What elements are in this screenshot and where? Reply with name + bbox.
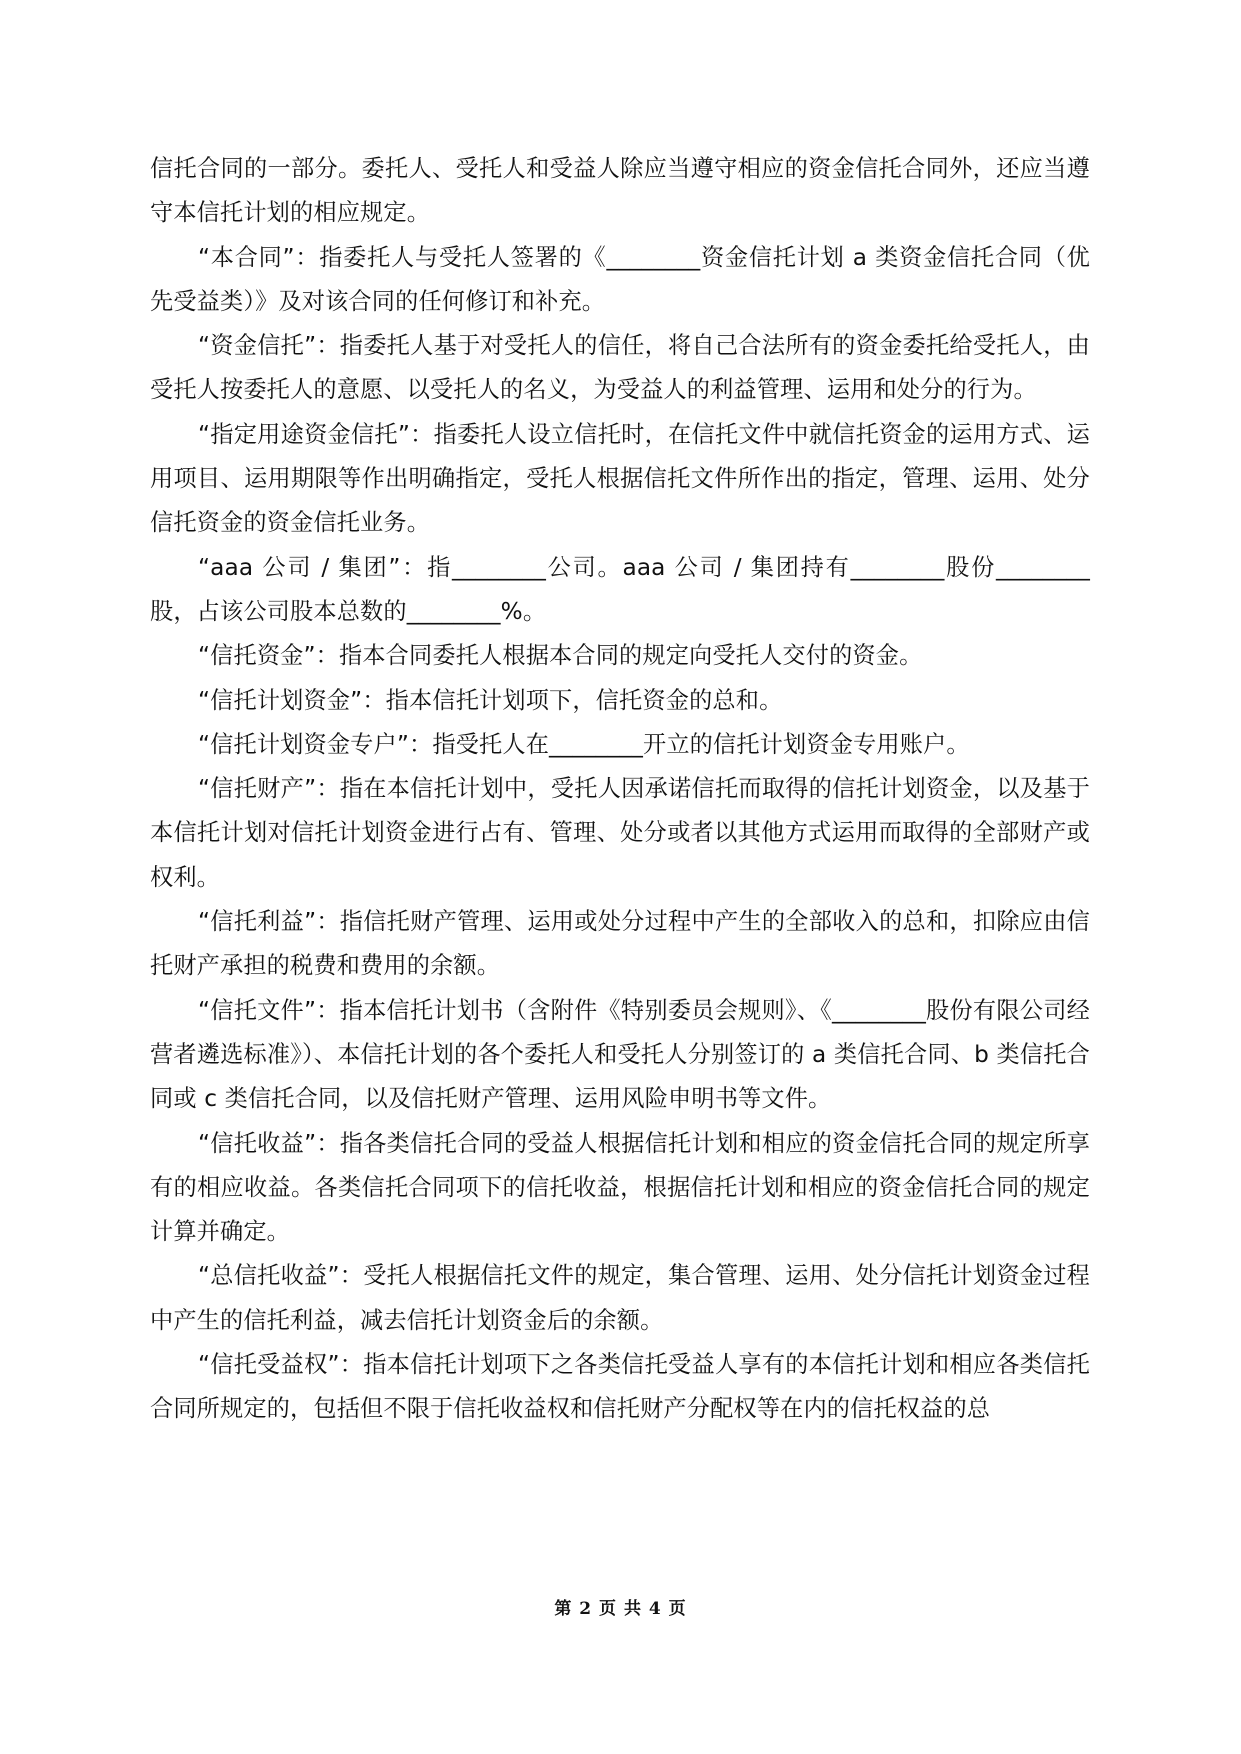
paragraph-definition-trust-income: “信托收益”：指各类信托合同的受益人根据信托计划和相应的资金信托合同的规定所享有的相应收益。各类信托合同项下的信托收益，根据信托计划和相应的资金信托合同的规定计算并确定。 bbox=[150, 1129, 1090, 1246]
paragraph-definition-total-income: “总信托收益”：受托人根据信托文件的规定，集合管理、运用、处分信托计划资金过程中产生的信托利益，减去信托计划资金后的余额。 bbox=[150, 1262, 1090, 1334]
paragraph-definition-trust-documents: “信托文件”：指本信托计划书（含附件《特别委员会规则》、《________股份有限公司经营者遴选标准》）、本信托计划的各个委托人和受托人分别签订的 a 类信托合同、b 类信托合同或 c 类信托合同，以及信托财产管理、运用风险申明书等文件。 bbox=[150, 996, 1090, 1113]
document-body bbox=[150, 147, 1090, 1432]
paragraph-definition-designated-trust: “指定用途资金信托”：指委托人设立信托时，在信托文件中就信托资金的运用方式、运用项目、运用期限等作出明确指定，受托人根据信托文件所作出的指定，管理、运用、处分信托资金的资金信托业务。 bbox=[150, 420, 1090, 537]
page-number-footer: 第 2 页 共 4 页 bbox=[554, 1599, 687, 1619]
paragraph-continuation: 信托合同的一部分。委托人、受托人和受益人除应当遵守相应的资金信托合同外，还应当遵守本信托计划的相应规定。 bbox=[150, 155, 1090, 227]
paragraph-definition-trust-interest: “信托利益”：指信托财产管理、运用或处分过程中产生的全部收入的总和，扣除应由信托财产承担的税费和费用的余额。 bbox=[150, 908, 1090, 980]
paragraph-definition-plan-account: “信托计划资金专户”：指受托人在________开立的信托计划资金专用账户。 bbox=[198, 730, 970, 758]
paragraph-definition-contract: “本合同”：指委托人与受托人签署的《________资金信托计划 a 类资金信托合同（优先受益类）》及对该合同的任何修订和补充。 bbox=[150, 243, 1090, 315]
paragraph-definition-plan-funds: “信托计划资金”：指本信托计划项下，信托资金的总和。 bbox=[198, 686, 783, 714]
paragraph-definition-fund-trust: “资金信托”：指委托人基于对受托人的信任，将自己合法所有的资金委托给受托人，由受托人按委托人的意愿、以受托人的名义，为受益人的利益管理、运用和处分的行为。 bbox=[150, 332, 1090, 404]
paragraph-definition-beneficial-right: “信托受益权”：指本信托计划项下之各类信托受益人享有的本信托计划和相应各类信托合同所规定的，包括但不限于信托收益权和信托财产分配权等在内的信托权益的总 bbox=[150, 1351, 1090, 1423]
paragraph-definition-aaa-company: “aaa 公司 / 集团”：指________公司。aaa 公司 / 集团持有________股份________股，占该公司股本总数的________%。 bbox=[150, 553, 1090, 625]
paragraph-definition-trust-funds: “信托资金”：指本合同委托人根据本合同的规定向受托人交付的资金。 bbox=[198, 642, 923, 670]
paragraph-definition-trust-property: “信托财产”：指在本信托计划中，受托人因承诺信托而取得的信托计划资金，以及基于本信托计划对信托计划资金进行占有、管理、处分或者以其他方式运用而取得的全部财产或权利。 bbox=[150, 775, 1090, 891]
